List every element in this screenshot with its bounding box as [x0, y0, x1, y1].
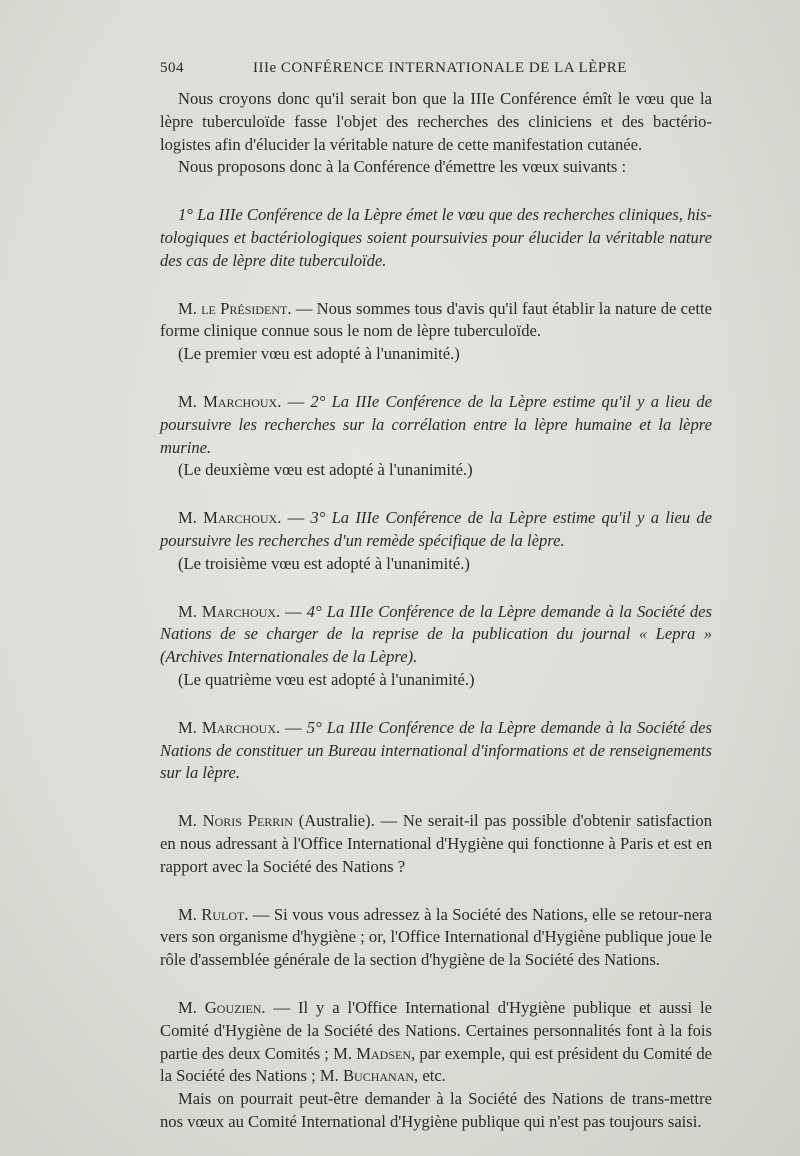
speaker-name: M. Marchoux.: [178, 601, 281, 621]
resolution-5: 5° La IIIe Conférence de la Lèpre demande à la Société des Nations de constituer un Bureau international d'informations et de renseignements sur la lèpre.: [160, 717, 712, 783]
speaker-name: M. le Président.: [178, 298, 292, 318]
speech-gouzien: [160, 997, 712, 1088]
paragraph-intro: Nous croyons donc qu'il serait bon que la IIIe Conférence émît le vœu que la lèpre tuberculoïde fasse l'objet des recherches des cliniciens et des bactério-logistes afin d'élucider la véritable nature de cette manifestation cutanée.: [160, 89, 712, 154]
person-name: Buchanan: [342, 1066, 415, 1086]
speech-text: — Il y a l'Office International d'Hygiène publique et aussi le Comité d'Hygiène de la Société des Nations. Certaines personnalités font à la fois partie des deux Comités ; M.: [160, 997, 713, 1063]
paragraph-proposal: Nous proposons donc à la Conférence d'émettre les vœux suivants :: [178, 157, 627, 177]
speaker-name: M. Noris Perrin: [178, 811, 293, 831]
speech-perrin: [160, 810, 712, 878]
speech-text: (Australie). — Ne serait-il pas possible d'obtenir satisfaction en nous adressant à l'Office International d'Hygiène qui fonctionne à Paris et est en rapport avec la Société des Nations ?: [160, 811, 712, 876]
speech-dash: —: [280, 717, 307, 737]
speech-text: , etc.: [414, 1066, 446, 1086]
speech-dash: —: [280, 601, 307, 621]
speech-marchoux-3: [160, 507, 712, 553]
resolution-4: 4° La IIIe Conférence de la Lèpre demande à la Société des Nations de se charger de la reprise de la publication du journal « Lepra » (Archives Internationales de la Lèpre).: [160, 601, 712, 667]
speaker-name: M. Marchoux.: [178, 508, 282, 528]
vote-result-2: (Le deuxième vœu est adopté à l'unanimité.): [178, 460, 473, 480]
speaker-name: M. Rulot.: [178, 904, 249, 924]
page-number: 504: [160, 60, 184, 76]
vote-result-1: (Le premier vœu est adopté à l'unanimité.): [178, 344, 460, 364]
speech-text: — Si vous vous adressez à la Société des Nations, elle se retour-nera vers son organisme d'hygiène ; or, l'Office International d'Hygiène publique joue le rôle d'assemblée générale de la section d'hygiène de la Société des Nations.: [160, 904, 713, 970]
speech-dash: —: [281, 391, 311, 411]
speech-rulot: [160, 904, 712, 972]
resolution-3: 3° La IIIe Conférence de la Lèpre estime qu'il y a lieu de poursuivre les recherches d'un remède spécifique de la lèpre.: [160, 508, 713, 550]
speaker-name: M. Gouzien.: [178, 997, 266, 1017]
running-title: IIIe CONFÉRENCE INTERNATIONALE DE LA LÈPRE: [253, 60, 627, 76]
speaker-name: M. Marchoux.: [178, 717, 281, 737]
person-name: Madsen: [356, 1043, 412, 1063]
vote-result-4: (Le quatrième vœu est adopté à l'unanimité.): [178, 669, 475, 689]
speech-text: — Nous sommes tous d'avis qu'il faut établir la nature de cette forme clinique connue sous le nom de lèpre tuberculoïde.: [160, 298, 713, 341]
body-text: [160, 88, 712, 1134]
speech-marchoux-5: [160, 717, 712, 785]
speaker-name: M. Marchoux.: [178, 391, 282, 411]
speech-president: [160, 298, 712, 344]
speech-marchoux-4: [160, 601, 712, 669]
resolution-2: 2° La IIIe Conférence de la Lèpre estime qu'il y a lieu de poursuivre les recherches sur la corrélation entre la lèpre humaine et la lèpre murine.: [160, 391, 713, 457]
paragraph-closing: Mais on pourrait peut-être demander à la Société des Nations de trans-mettre nos vœux au Comité International d'Hygiène publique qui n'est pas toujours saisi.: [160, 1089, 712, 1131]
speech-marchoux-2: [160, 391, 712, 459]
resolution-1: 1° La IIIe Conférence de la Lèpre émet le vœu que des recherches cliniques, his-tologiques et bactériologiques soient poursuivies pour élucider la véritable nature des cas de lèpre dite tuberculoïde.: [160, 205, 712, 270]
speech-text: , par exemple, qui est président du Comité de la Société des Nations ; M.: [160, 1043, 712, 1086]
speech-dash: —: [281, 508, 311, 528]
vote-result-3: (Le troisième vœu est adopté à l'unanimité.): [178, 553, 470, 573]
